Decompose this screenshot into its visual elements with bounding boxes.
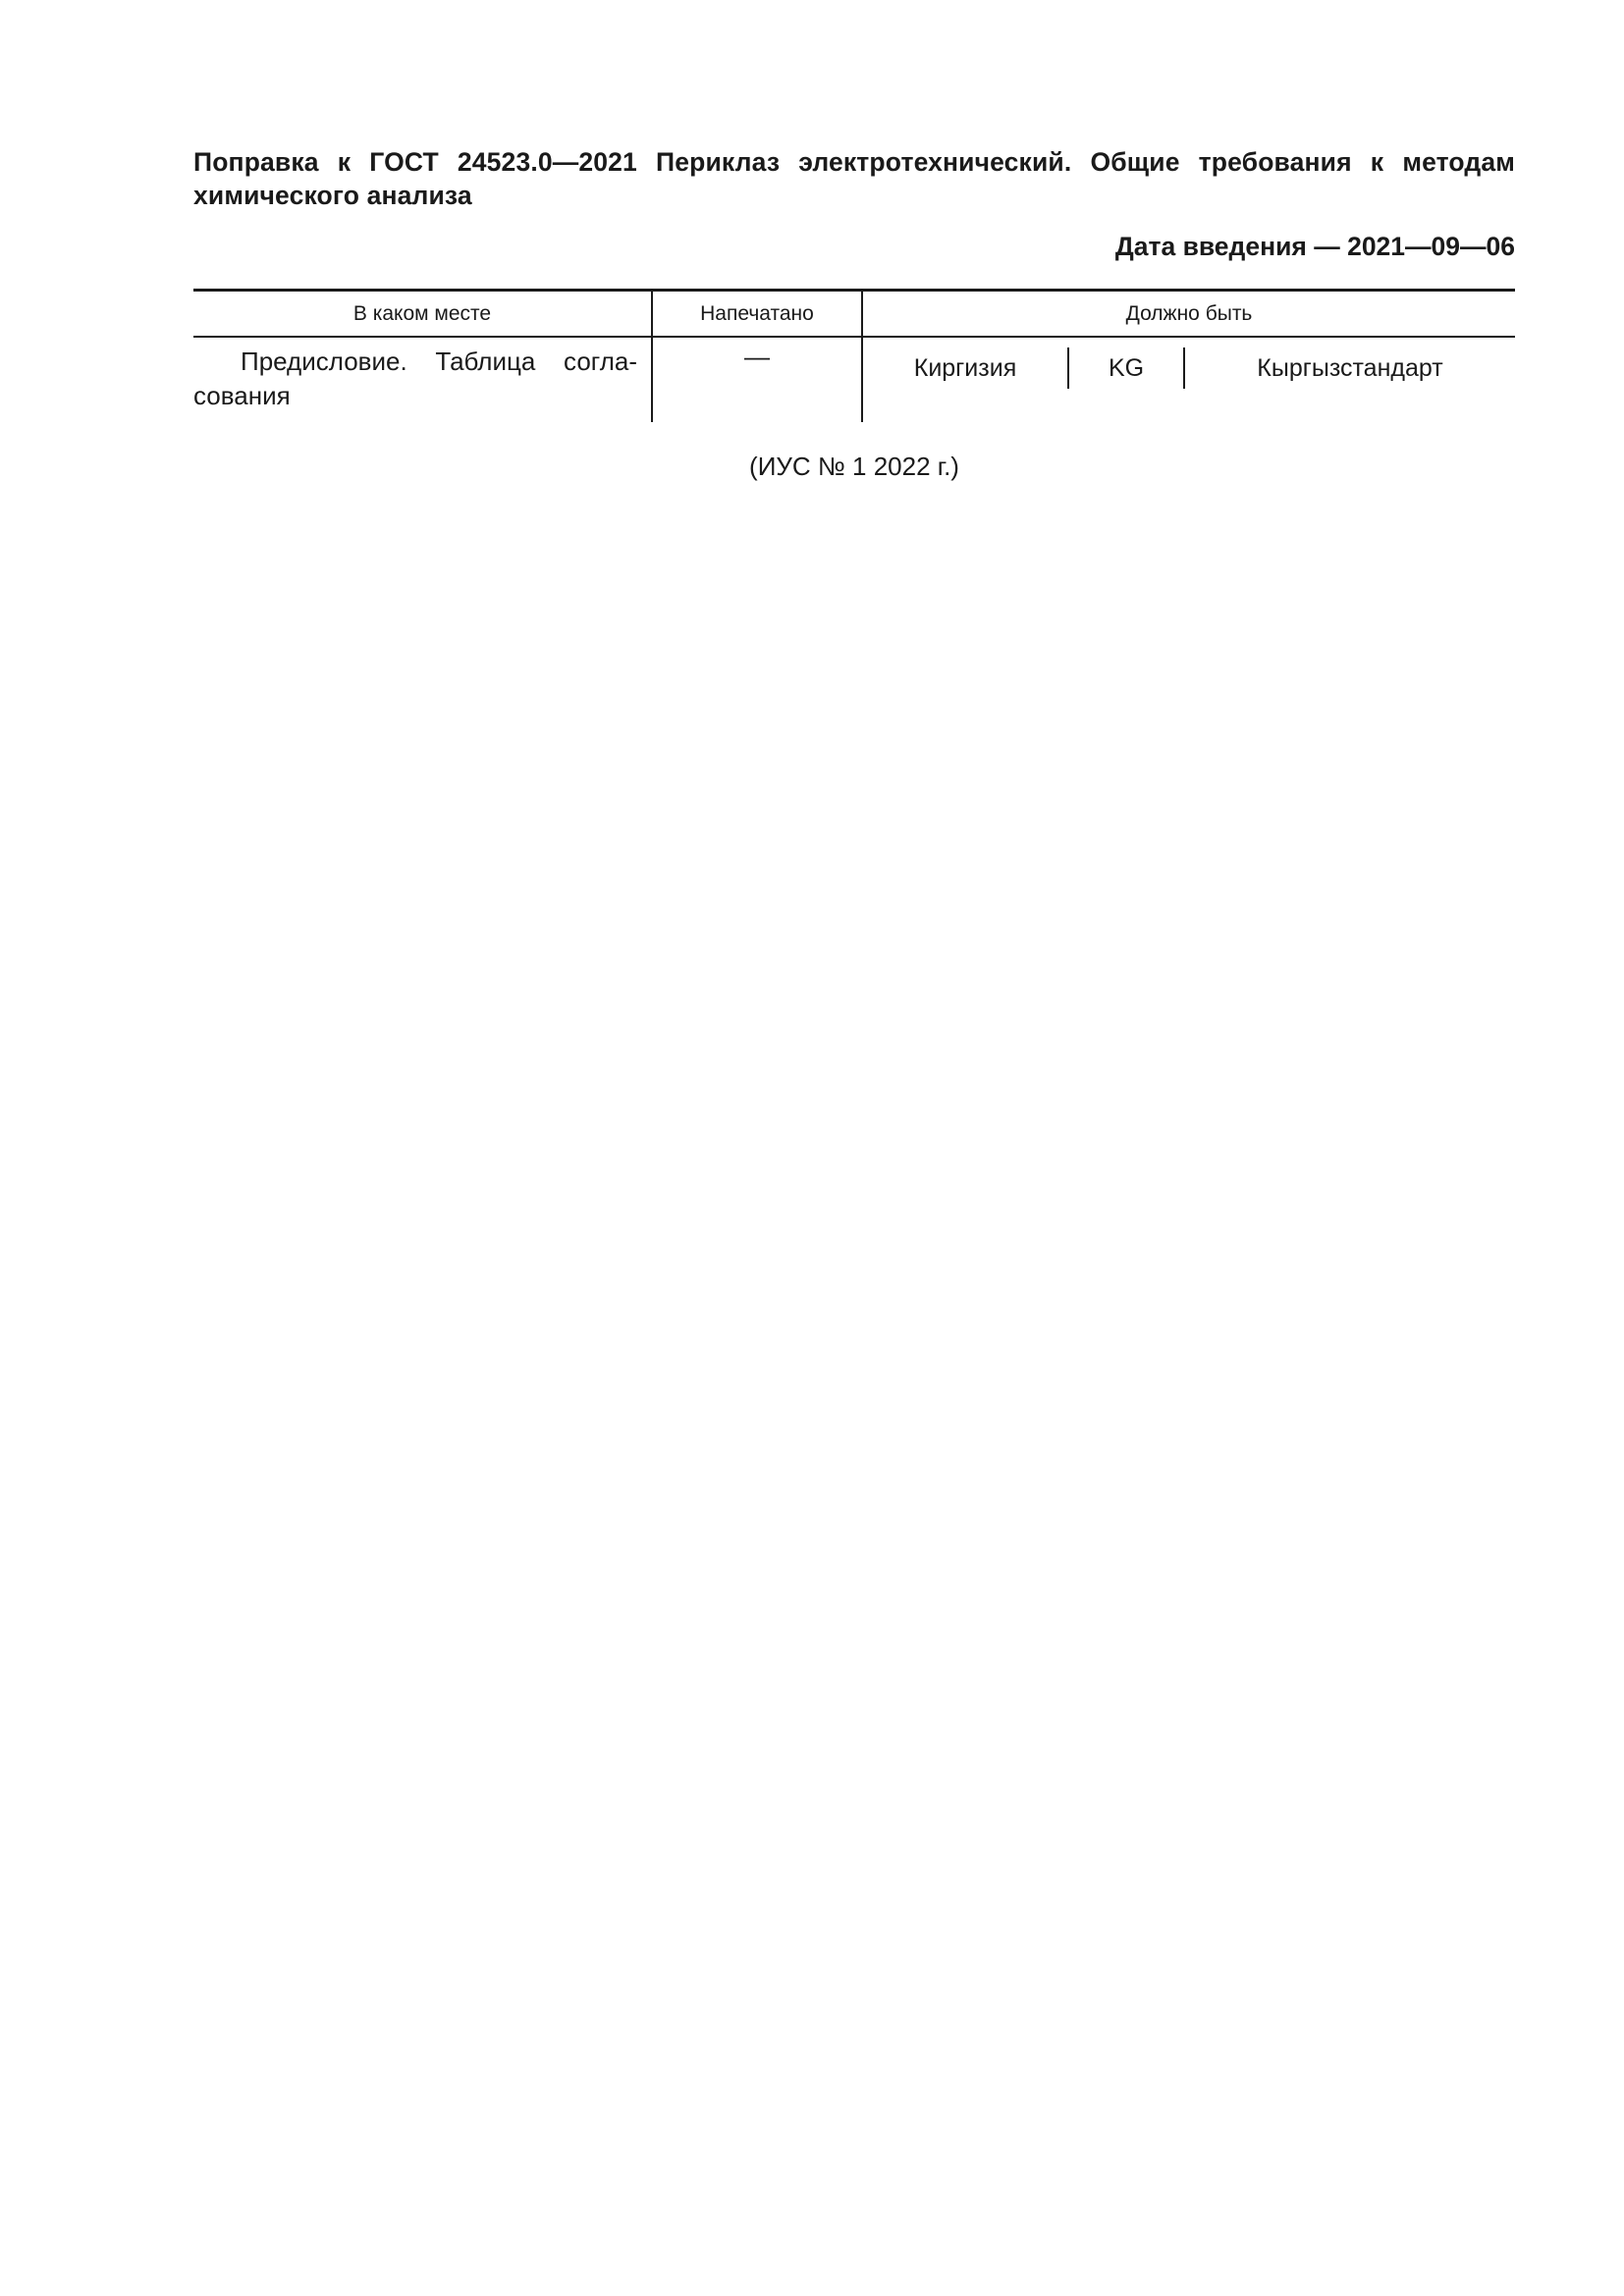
cell-should-be [863,347,1515,389]
header-should-be: Должно быть [1125,301,1253,325]
publication-note: (ИУС № 1 2022 г.) [749,452,959,481]
document-title: Поправка к ГОСТ 24523.0—2021 Периклаз электротехнический. Общие требования к методам химического анализа [193,147,1515,210]
effective-date: Дата введения — 2021—09—06 [1114,232,1515,261]
table-header-rule [193,336,1515,338]
cell-where [193,345,637,413]
country-name: Киргизия [913,353,1017,382]
standards-body: Кыргызстандарт [1257,353,1443,382]
cell-where-text: Предисловие. Таблица согла-сования [193,347,637,410]
header-where: В каком месте [352,301,492,325]
country-code: KG [1108,353,1145,382]
header-printed: Напечатано [700,301,814,325]
amendment-table [193,289,1515,422]
cell-printed: — [744,342,770,371]
